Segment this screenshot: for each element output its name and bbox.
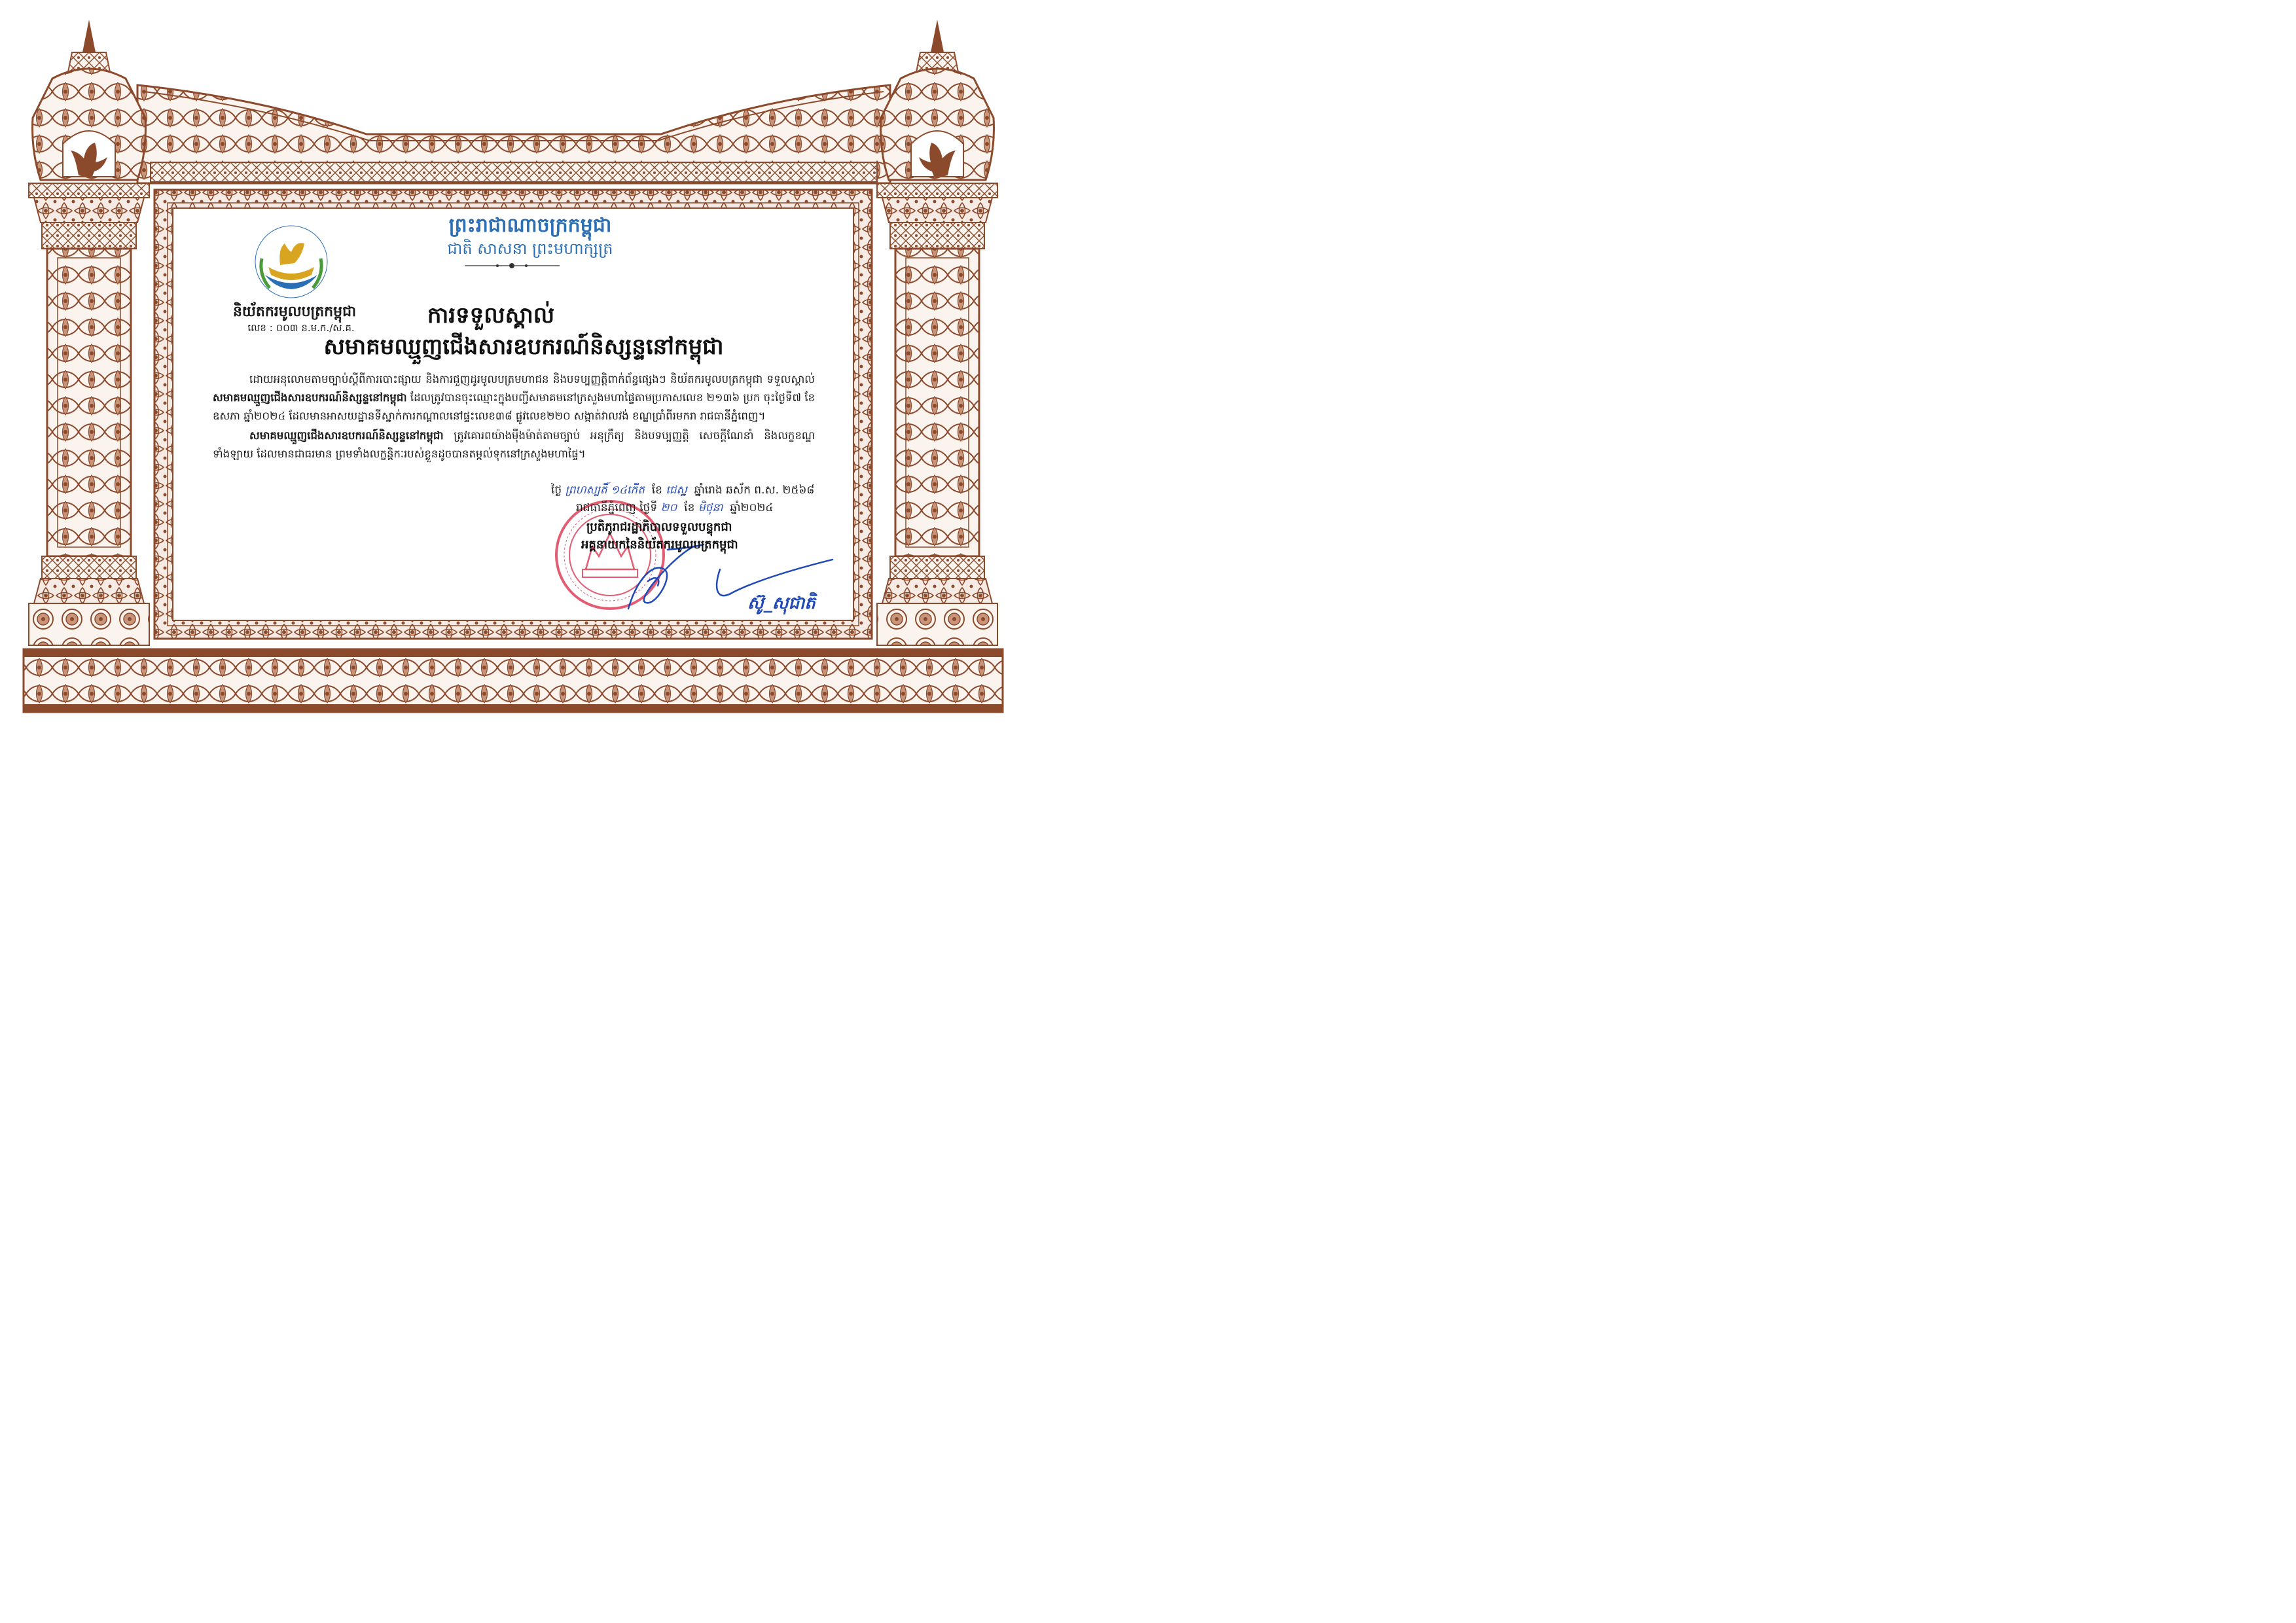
right-pillar (877, 20, 997, 645)
lunar-day: ព្រហស្បតិ៍ ១៤កើត (565, 484, 645, 497)
reference-number: លេខ : ០០៣ ន.ម.ក./ស.គ. (247, 322, 355, 334)
certificate-title: ការទទួលស្គាល់ (427, 302, 555, 329)
issuer-name: និយ័តករមូលបត្រកម្ពុជា (232, 304, 357, 320)
signatory-title-1: ប្រតិភូរាជរដ្ឋាភិបាលទទួលបន្ទុកជា (586, 520, 732, 534)
kingdom-title: ព្រះរាជាណាចក្រកម្ពុជា (448, 214, 612, 237)
left-pillar (29, 20, 149, 645)
association-name: សមាគមឈ្មួញជើងសារឧបករណ៍និស្សន្ទនៅកម្ពុជា (323, 334, 724, 360)
national-motto: ជាតិ សាសនា ព្រះមហាក្សត្រ (447, 240, 613, 258)
month: មិថុនា (698, 501, 723, 514)
p2-association-name: សមាគមឈ្មួញជើងសារឧបករណ៍និស្សន្ទនៅកម្ពុជា (249, 429, 444, 442)
gregorian-date-line: រាជធានីភ្នំពេញ ថ្ងៃទី ២០ ខែ មិថុនា ឆ្នាំ២០២៤ (576, 501, 774, 514)
signatory-title-2: អគ្គនាយកនៃនិយ័តករមូលបត្រកម្ពុជា (581, 538, 738, 552)
lunar-date-line: ថ្ងៃ ព្រហស្បតិ៍ ១៤កើត ខែ ជេស្ឋ ឆ្នាំរោង ឆស័ក ព.ស. ២៥៦៨ (551, 484, 815, 497)
body-paragraph-1: ដោយអនុលោមតាមច្បាប់ស្ដីពីការបោះផ្សាយ និងការជួញដូរមូលបត្រមហាជន និងបទប្បញ្ញត្តិពាក់ព័ន្ធផ្សេងៗ និយ័តករមូលបត្រកម្ពុជា ទទួលស្គាល់ សមាគមឈ្មួញជើងសារឧបករណ៍និស្សន្ទនៅកម្ពុជា ដែលត្រូវបានចុះឈ្មោះក្នុងបញ្ជីសមាគមនៅក្រសួងមហាផ្ទៃតាមប្រកាសលេខ ២១៣៦ ប្រក ចុះថ្ងៃទី៧ ខែឧសភា ឆ្នាំ២០២៤ ដែលមានអាសយដ្ឋានទីស្នាក់ការកណ្ដាលនៅផ្ទះលេខ៣៨ ផ្លូវលេខ២២០ សង្កាត់វាលវង់ ខណ្ឌប្រាំពីរមករា រាជធានីភ្នំពេញ។ (213, 373, 815, 422)
lunar-month: ជេស្ឋ (666, 484, 687, 497)
signatory-name: ស៊ូ_សុជាតិ (747, 594, 816, 613)
day: ២០ (660, 501, 677, 514)
body-paragraph-2: សមាគមឈ្មួញជើងសារឧបករណ៍និស្សន្ទនៅកម្ពុជា ត្រូវគោរពយ៉ាងម៉ឺងម៉ាត់តាមច្បាប់ អនុក្រឹត្យ និងបទប្បញ្ញត្តិ សេចក្ដីណែនាំ និងលក្ខខណ្ឌទាំងឡាយ ដែលមានជាធរមាន ព្រមទាំងលក្ខន្តិកៈរបស់ខ្លួនដូចបានតម្កល់ទុកនៅក្រសួងមហាផ្ទៃ។ (213, 429, 815, 460)
p1-association-name: សមាគមឈ្មួញជើងសារឧបករណ៍និស្សន្ទនៅកម្ពុជា (213, 391, 407, 404)
